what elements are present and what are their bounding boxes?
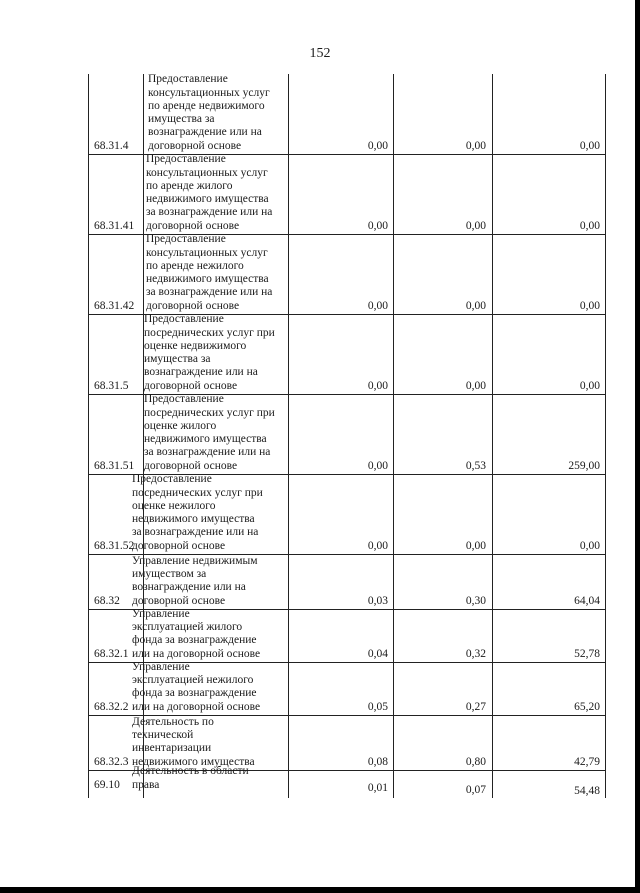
row-value-1: 0,00 — [367, 140, 388, 152]
table-row — [88, 662, 606, 715]
row-value-1: 0,00 — [367, 540, 388, 552]
row-value-1: 0,00 — [367, 300, 388, 312]
row-value-2: 0,00 — [465, 140, 486, 152]
row-value-2: 0,27 — [465, 701, 486, 713]
row-code: 68.32 — [94, 595, 120, 607]
table-row — [88, 609, 606, 662]
row-value-3: 65,20 — [574, 701, 600, 713]
data-table — [88, 74, 606, 798]
row-description: Предоставление посреднических услуг при оценке нежилого недвижимого имущества за вознаграждение или на договорной основе — [132, 473, 263, 552]
row-value-2: 0,00 — [465, 300, 486, 312]
row-description: Предоставление консультационных услуг по аренде нежилого недвижимого имущества за вознаграждение или на договорной основе — [146, 233, 273, 312]
row-value-3: 0,00 — [579, 220, 600, 232]
row-value-3: 0,00 — [579, 540, 600, 552]
row-value-3: 64,04 — [574, 595, 600, 607]
row-value-2: 0,30 — [465, 595, 486, 607]
row-value-3: 52,78 — [574, 648, 600, 660]
row-value-2: 0,53 — [465, 460, 486, 472]
row-value-1: 0,05 — [367, 701, 388, 713]
row-value-2: 0,00 — [465, 540, 486, 552]
row-code: 69.10 — [94, 779, 120, 791]
row-value-3: 0,00 — [579, 380, 600, 392]
scan-edge-bottom — [0, 887, 640, 893]
row-code: 68.32.2 — [94, 701, 129, 713]
page-number: 152 — [309, 46, 331, 61]
row-value-2: 0,32 — [465, 648, 486, 660]
row-code: 68.31.52 — [94, 540, 135, 552]
row-value-1: 0,08 — [367, 756, 388, 768]
row-code: 68.31.42 — [94, 300, 135, 312]
row-value-2: 0,07 — [465, 784, 486, 796]
table-row — [88, 154, 606, 234]
row-code: 68.31.51 — [94, 460, 135, 472]
row-value-3: 0,00 — [579, 140, 600, 152]
row-value-3: 259,00 — [568, 460, 600, 472]
row-value-2: 0,80 — [465, 756, 486, 768]
row-description: Предоставление консультационных услуг по аренде жилого недвижимого имущества за вознаграждение или на договорной основе — [146, 153, 273, 232]
row-value-2: 0,00 — [465, 380, 486, 392]
scan-edge-right — [635, 0, 640, 893]
table-row — [88, 474, 606, 554]
row-value-1: 0,04 — [367, 648, 388, 660]
table-row — [88, 715, 606, 770]
row-value-1: 0,01 — [367, 782, 388, 794]
row-description: Деятельность в области права — [132, 765, 249, 791]
row-code: 68.31.41 — [94, 220, 135, 232]
row-description: Деятельность по технической инвентаризации недвижимого имущества — [132, 715, 255, 768]
row-description: Предоставление консультационных услуг по аренде недвижимого имущества за вознаграждение или на договорной основе — [148, 73, 270, 152]
row-value-3: 54,48 — [574, 785, 600, 797]
table-row — [88, 74, 606, 154]
row-value-3: 42,79 — [574, 756, 600, 768]
table-row — [88, 554, 606, 609]
table-row — [88, 394, 606, 474]
row-code: 68.31.5 — [94, 380, 129, 392]
row-description: Управление эксплуатацией жилого фонда за вознаграждение или на договорной основе — [132, 607, 261, 660]
row-value-3: 0,00 — [579, 300, 600, 312]
row-value-1: 0,00 — [367, 220, 388, 232]
row-description: Управление недвижимым имуществом за вознаграждение или на договорной основе — [132, 554, 258, 607]
row-code: 68.31.4 — [94, 140, 129, 152]
row-code: 68.32.1 — [94, 648, 129, 660]
row-value-1: 0,00 — [367, 460, 388, 472]
table-row — [88, 314, 606, 394]
row-description: Предоставление посреднических услуг при оценке недвижимого имущества за вознаграждение или на договорной основе — [144, 313, 275, 392]
row-value-2: 0,00 — [465, 220, 486, 232]
row-description: Предоставление посреднических услуг при оценке жилого недвижимого имущества за вознаграждение или на договорной основе — [144, 393, 275, 472]
table-row — [88, 234, 606, 314]
row-code: 68.32.3 — [94, 756, 129, 768]
table-row — [88, 765, 606, 798]
row-value-1: 0,00 — [367, 380, 388, 392]
row-description: Управление эксплуатацией нежилого фонда за вознаграждение или на договорной основе — [132, 660, 261, 713]
row-value-1: 0,03 — [367, 595, 388, 607]
